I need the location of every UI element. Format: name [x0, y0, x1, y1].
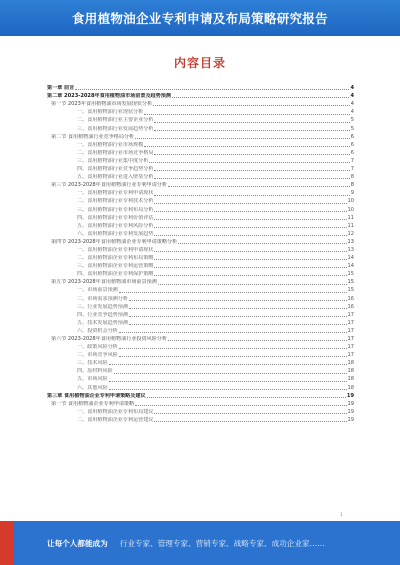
toc-entry-label: 二、食用植物油行业专利技术分析 — [77, 198, 154, 205]
toc-leader-dots — [154, 122, 349, 123]
report-header — [0, 0, 400, 36]
toc-entry-page: 18 — [347, 368, 354, 375]
toc-leader-dots — [144, 114, 350, 115]
toc-leader-dots — [154, 413, 346, 414]
toc-leader-dots — [119, 332, 347, 333]
toc-entry-sub[interactable] — [47, 124, 354, 132]
toc-entry-sub[interactable] — [47, 311, 354, 319]
toc-leader-dots — [129, 300, 347, 301]
toc-entry-page: 9 — [350, 190, 354, 197]
toc-leader-dots — [158, 284, 347, 285]
toc-entry-page: 5 — [350, 117, 354, 124]
toc-entry-page: 17 — [347, 319, 354, 326]
toc-entry-sub[interactable] — [47, 189, 354, 197]
toc-leader-dots — [178, 243, 346, 244]
toc-entry-page: 6 — [350, 141, 354, 148]
toc-leader-dots — [135, 405, 346, 406]
toc-entry-page: 17 — [347, 344, 354, 351]
toc-entry-sub[interactable] — [47, 214, 354, 222]
toc-entry-chapter[interactable] — [47, 84, 354, 92]
toc-entry-sub[interactable] — [47, 359, 354, 367]
toc-entry-section[interactable] — [47, 400, 354, 408]
toc-entry-page: 7 — [350, 166, 354, 173]
toc-entry-label: 第三章 食用植物油企业专利申请策略及建议 — [47, 392, 146, 399]
toc-leader-dots — [154, 251, 346, 252]
toc-entry-sub[interactable] — [47, 375, 354, 383]
toc-entry-sub[interactable] — [47, 173, 354, 181]
toc-leader-dots — [154, 203, 346, 204]
toc-leader-dots — [154, 227, 346, 228]
toc-leader-dots — [119, 356, 347, 357]
toc-entry-page: 4 — [350, 109, 354, 116]
toc-entry-label: 第六节 2023-2028年食用植物油行业投资风险分析 — [51, 336, 167, 342]
toc-entry-page: 19 — [346, 392, 354, 399]
toc-leader-dots — [119, 292, 347, 293]
toc-entry-label: 第四节 2023-2028年食用植物油企业专利申请策略分析 — [51, 238, 178, 245]
toc-leader-dots — [154, 275, 346, 276]
toc-entry-section[interactable] — [47, 100, 354, 108]
toc-entry-page: 7 — [350, 157, 354, 164]
toc-leader-dots — [149, 162, 349, 163]
toc-entry-sub[interactable] — [47, 351, 354, 359]
toc-entry-page: 16 — [347, 303, 354, 310]
toc-leader-dots — [129, 316, 347, 317]
toc-entry-page: 19 — [347, 416, 354, 423]
toc-entry-label: 一、食用植物油行业市场规模 — [77, 141, 144, 148]
toc-entry-label: 一、食用植物油企业专利布局建议 — [77, 408, 154, 415]
toc-entry-sub[interactable] — [47, 157, 354, 165]
toc-entry-label: 第一节 2023年食用植物油市场发展现状分析 — [51, 101, 153, 108]
toc-entry-label: 四、食用植物油行业竞争趋势分析 — [77, 166, 154, 173]
toc-leader-dots — [147, 397, 346, 398]
toc-entry-sub[interactable] — [47, 246, 354, 254]
toc-entry-page: 5 — [350, 125, 354, 132]
toc-entry-page: 6 — [350, 133, 354, 140]
toc-entry-page: 15 — [347, 279, 354, 286]
report-title: 食用植物油企业专利申请及布局策略研究报告 — [71, 11, 328, 26]
toc-entry-label: 三、食用植物油企业专利运营策略 — [77, 263, 154, 270]
toc-leader-dots — [154, 219, 346, 220]
toc-entry-page: 14 — [347, 255, 354, 262]
toc-entry-label: 一、政策风险分析 — [77, 344, 118, 351]
toc-entry-label: 二、市场需求预测分析 — [77, 295, 128, 302]
toc-entry-page: 17 — [347, 336, 354, 342]
toc-entry-label: 第二节 食用植物油行业竞争格局分析 — [51, 133, 135, 140]
toc-leader-dots — [153, 105, 350, 106]
toc-entry-section[interactable] — [47, 335, 354, 343]
toc-leader-dots — [109, 381, 347, 382]
toc-leader-dots — [109, 364, 347, 365]
toc-entry-sub[interactable] — [47, 254, 354, 262]
toc-leader-dots — [144, 146, 350, 147]
toc-entry-label: 三、食用植物油行业专利布局分析 — [77, 206, 154, 213]
toc-entry-sub[interactable] — [47, 408, 354, 416]
toc-entry-sub[interactable] — [47, 222, 354, 230]
toc-entry-section[interactable] — [47, 278, 354, 286]
toc-entry-label: 五、技术发展趋势预测 — [77, 319, 128, 326]
toc-leader-dots — [168, 186, 350, 187]
toc-entry-page: 17 — [347, 327, 354, 334]
toc-entry-label: 第一节 食用植物油企业专利申请策略 — [51, 400, 135, 407]
page-number: 1 — [340, 512, 343, 517]
toc-entry-sub[interactable] — [47, 286, 354, 294]
toc-entry-page: 8 — [350, 174, 354, 181]
toc-entry-sub[interactable] — [47, 149, 354, 157]
toc-leader-dots — [109, 389, 347, 390]
toc-entry-sub[interactable] — [47, 294, 354, 302]
toc-entry-sub[interactable] — [47, 416, 354, 424]
toc-entry-section[interactable] — [47, 238, 354, 246]
toc-entry-page: 13 — [347, 246, 354, 253]
toc-entry-page: 18 — [347, 384, 354, 391]
toc-leader-dots — [129, 324, 347, 325]
toc-leader-dots — [154, 178, 349, 179]
toc-entry-page: 15 — [347, 287, 354, 294]
footer-banner — [0, 521, 400, 565]
toc-entry-page: 6 — [350, 149, 354, 156]
toc-entry-label: 第五节 2023-2028年食用植物油市场前景预测 — [51, 279, 157, 286]
toc-entry-label: 一、食用植物油行业现状分析 — [77, 109, 144, 116]
toc-entry-sub[interactable] — [47, 141, 354, 149]
toc-entry-label: 二、食用植物油行业市场竞争格局 — [77, 149, 154, 156]
toc-entry-sub[interactable] — [47, 116, 354, 124]
toc-entry-sub[interactable] — [47, 343, 354, 351]
toc-entry-label: 第一章 前言 — [47, 85, 75, 92]
toc-entry-sub[interactable] — [47, 165, 354, 173]
toc-entry-label: 四、食用植物油企业专利保护策略 — [77, 271, 154, 278]
toc-leader-dots — [168, 340, 347, 341]
toc-leader-dots — [172, 97, 350, 98]
toc-entry-sub[interactable] — [47, 197, 354, 205]
toc-entry-sub[interactable] — [47, 367, 354, 375]
toc-entry-label: 一、市场前景预测 — [77, 287, 118, 294]
toc-entry-sub[interactable] — [47, 383, 354, 391]
toc-entry-page: 4 — [350, 93, 354, 100]
toc-leader-dots — [154, 154, 349, 155]
toc-entry-page: 15 — [347, 271, 354, 278]
toc-entry-page: 8 — [350, 182, 354, 189]
toc-entry-page: 13 — [347, 238, 354, 245]
toc-entry-section[interactable] — [47, 133, 354, 141]
toc-entry-label: 第二章 2023-2028年食用植物油市场前景及趋势预测 — [47, 93, 171, 100]
footer-slogan — [47, 521, 325, 565]
toc-entry-page: 4 — [350, 101, 354, 108]
toc-entry-sub[interactable] — [47, 230, 354, 238]
toc-leader-dots — [154, 211, 346, 212]
toc-entry-sub[interactable] — [47, 205, 354, 213]
toc-leader-dots — [135, 138, 350, 139]
toc-entry-label: 三、食用植物油行业发展趋势分析 — [77, 125, 154, 132]
toc-entry-label: 第三节 2023-2028年食用植物油行业专利申请分析 — [51, 182, 167, 189]
toc-entry-page: 14 — [347, 263, 354, 270]
toc-entry-sub[interactable] — [47, 327, 354, 335]
toc-leader-dots — [154, 195, 349, 196]
toc-leader-dots — [154, 259, 346, 260]
toc-entry-label: 六、其他风险 — [77, 384, 108, 391]
footer-accent — [0, 521, 14, 565]
toc-entry-section[interactable] — [47, 181, 354, 189]
toc-leader-dots — [75, 89, 349, 90]
toc-entry-label: 二、食用植物油行业主要企业分析 — [77, 117, 154, 124]
toc-entry-sub[interactable] — [47, 319, 354, 327]
toc-entry-label: 二、市场竞争风险 — [77, 352, 118, 359]
toc-entry-label: 三、食用植物油行业集中度分析 — [77, 157, 149, 164]
toc-entry-label: 四、原材料风险 — [77, 368, 113, 375]
toc-leader-dots — [119, 348, 347, 349]
toc-entry-label: 三、技术风险 — [77, 360, 108, 367]
toc-heading: 内容目录 — [173, 56, 226, 70]
toc-entry-page: 18 — [347, 376, 354, 383]
toc-entry-label: 六、食用植物油行业专利发展趋势 — [77, 230, 154, 237]
footer-roles-text: 行业专家、管理专家、营销专家、战略专家、成功企业家…… — [119, 538, 325, 548]
toc-entry-page: 12 — [347, 230, 354, 237]
toc-leader-dots — [114, 373, 347, 374]
toc-entry-page: 16 — [347, 295, 354, 302]
toc-entry-page: 17 — [347, 352, 354, 359]
toc-entry-label: 二、食用植物油企业专利运营建议 — [77, 416, 154, 423]
toc-entry-label: 四、食用植物油行业专利价值评估 — [77, 214, 154, 221]
toc-entry-chapter[interactable] — [47, 92, 354, 100]
toc-entry-label: 一、食用植物油企业专利申请现状 — [77, 246, 154, 253]
toc-entry-label: 二、食用植物油企业专利布局策略 — [77, 255, 154, 262]
toc-entry-page: 17 — [347, 311, 354, 318]
toc-entry-label: 五、市场风险 — [77, 376, 108, 383]
toc-leader-dots — [129, 308, 347, 309]
toc-entry-page: 19 — [347, 408, 354, 415]
toc-leader-dots — [154, 235, 346, 236]
toc-entry-label: 六、投资机会分析 — [77, 327, 118, 334]
toc-entry-page: 10 — [347, 206, 354, 213]
toc-leader-dots — [154, 421, 346, 422]
toc-entry-page: 10 — [347, 198, 354, 205]
toc-leader-dots — [154, 267, 346, 268]
toc-leader-dots — [154, 130, 349, 131]
toc-entry-label: 五、食用植物油行业进入壁垒分析 — [77, 174, 154, 181]
toc-entry-sub[interactable] — [47, 303, 354, 311]
toc-entry-page: 11 — [347, 222, 354, 229]
toc-entry-sub[interactable] — [47, 108, 354, 116]
footer-main-text: 让每个人都能成为 — [47, 538, 108, 548]
toc-entry-label: 四、行业竞争趋势预测 — [77, 311, 128, 318]
toc-entry-label: 五、食用植物油行业专利风险分析 — [77, 222, 154, 229]
toc-entry-page: 11 — [347, 214, 354, 221]
toc-entry-label: 三、行业发展趋势预测 — [77, 303, 128, 310]
toc-entry-chapter[interactable] — [47, 392, 354, 400]
toc-entry-sub[interactable] — [47, 262, 354, 270]
toc-leader-dots — [154, 170, 349, 171]
toc-entry-label: 一、食用植物油行业专利申请现状 — [77, 190, 154, 197]
toc-entry-page: 19 — [347, 400, 354, 407]
toc-entry-page: 18 — [347, 360, 354, 367]
table-of-contents — [47, 84, 354, 424]
toc-entry-page: 4 — [350, 85, 354, 92]
toc-entry-sub[interactable] — [47, 270, 354, 278]
